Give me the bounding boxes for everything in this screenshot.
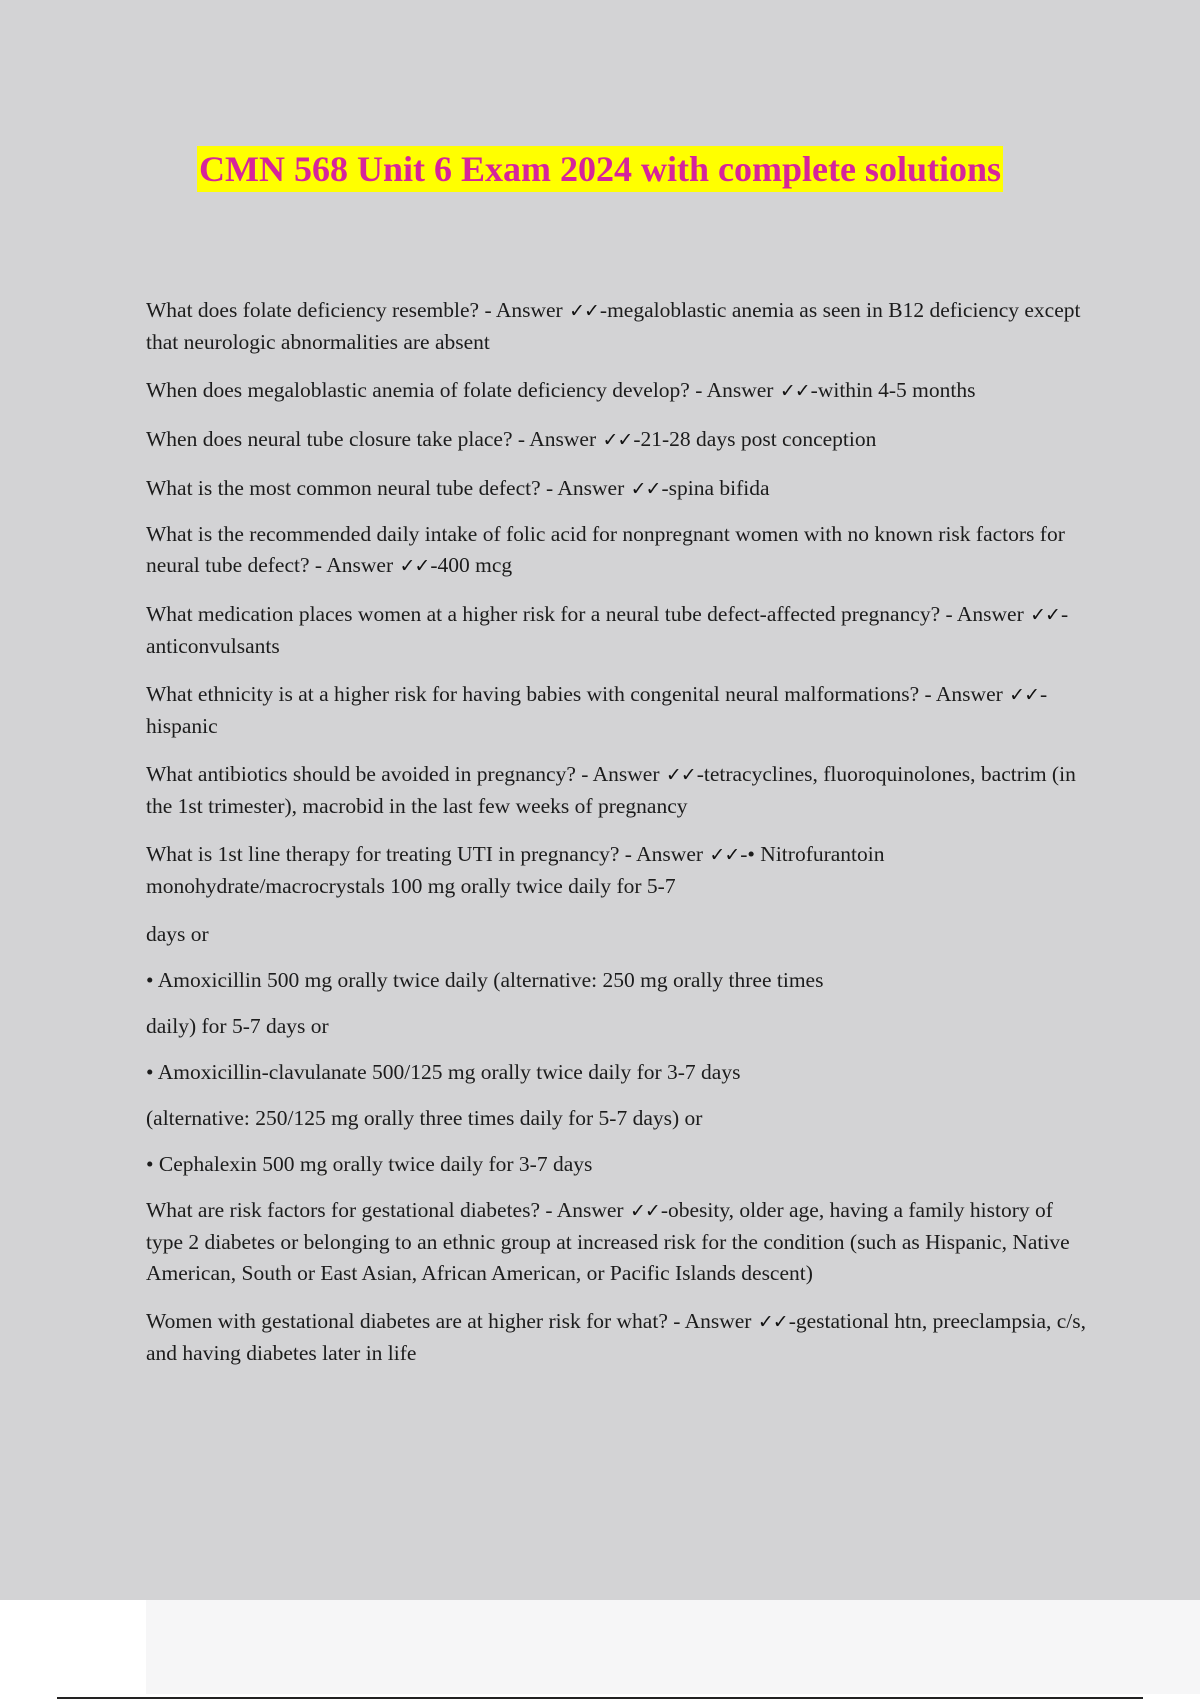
uti-continuation-line: • Amoxicillin-clavulanate 500/125 mg orally twice daily for 3-7 days bbox=[146, 1060, 741, 1084]
double-check-icon: ✓✓ bbox=[709, 844, 740, 866]
double-check-icon: ✓✓ bbox=[779, 380, 810, 402]
qa-item bbox=[146, 375, 1086, 407]
answer-label: Answer bbox=[556, 1198, 624, 1222]
answer-label: Answer bbox=[636, 842, 704, 866]
answer-label: Answer bbox=[557, 476, 625, 500]
uti-continuation-line: • Cephalexin 500 mg orally twice daily for 3-7 days bbox=[146, 1152, 593, 1176]
next-page-preview bbox=[146, 1600, 1200, 1694]
answer-text: -anticonvulsants bbox=[146, 602, 1069, 658]
qa-item bbox=[146, 424, 1086, 456]
answer-text: -• Nitrofurantoin monohydrate/macrocrystals 100 mg orally twice daily for 5-7 bbox=[146, 842, 885, 898]
double-check-icon: ✓✓ bbox=[630, 478, 661, 500]
page-divider bbox=[57, 1697, 1143, 1699]
answer-text: -megaloblastic anemia as seen in B12 deficiency except that neurologic abnormalities are absent bbox=[146, 298, 1081, 354]
qa-item bbox=[146, 1195, 1086, 1289]
answer-text: -obesity, older age, having a family history of type 2 diabetes or belonging to an ethnic group at increased risk for the condition (such as Hispanic, Native American, South or East Asian, African American, or Pacific Islands descent) bbox=[146, 1198, 1070, 1285]
question-text: When does megaloblastic anemia of folate deficiency develop? - bbox=[146, 378, 707, 402]
question-text: What does folate deficiency resemble? - bbox=[146, 298, 496, 322]
answer-text: -21-28 days post conception bbox=[633, 427, 877, 451]
qa-item bbox=[146, 1306, 1086, 1369]
double-check-icon: ✓✓ bbox=[399, 555, 430, 577]
qa-item bbox=[146, 839, 1086, 902]
answer-text: -gestational htn, preeclampsia, c/s, and having diabetes later in life bbox=[146, 1309, 1087, 1365]
answer-text: -within 4-5 months bbox=[810, 378, 976, 402]
answer-text: -hispanic bbox=[146, 682, 1048, 738]
qa-item bbox=[146, 473, 1086, 505]
question-text: What medication places women at a higher risk for a neural tube defect-affected pregnancy? - bbox=[146, 602, 957, 626]
uti-continuation-line: days or bbox=[146, 922, 209, 946]
document-title: CMN 568 Unit 6 Exam 2024 with complete solutions bbox=[197, 146, 1003, 192]
answer-label: Answer bbox=[495, 298, 563, 322]
double-check-icon: ✓✓ bbox=[757, 1311, 788, 1333]
uti-continuation-line: daily) for 5-7 days or bbox=[146, 1014, 329, 1038]
qa-item bbox=[146, 599, 1086, 662]
title-wrapper bbox=[0, 146, 1200, 192]
qa-item bbox=[146, 519, 1086, 582]
double-check-icon: ✓✓ bbox=[1030, 604, 1060, 626]
answer-label: Answer bbox=[935, 682, 1003, 706]
qa-item bbox=[146, 679, 1086, 742]
question-text: What ethnicity is at a higher risk for having babies with congenital neural malformations? - bbox=[146, 682, 936, 706]
answer-label: Answer bbox=[529, 427, 597, 451]
double-check-icon: ✓✓ bbox=[629, 1200, 660, 1222]
question-text: What is 1st line therapy for treating UTI in pregnancy? - bbox=[146, 842, 637, 866]
question-text: What antibiotics should be avoided in pregnancy? - bbox=[146, 762, 593, 786]
double-check-icon: ✓✓ bbox=[602, 429, 633, 451]
uti-continuation-line: (alternative: 250/125 mg orally three times daily for 5-7 days) or bbox=[146, 1106, 703, 1130]
answer-text: -spina bifida bbox=[661, 476, 770, 500]
question-text: What is the most common neural tube defect? - bbox=[146, 476, 558, 500]
qa-item bbox=[146, 759, 1086, 822]
question-text: What is the recommended daily intake of folic acid for nonpregnant women with no known risk factors for neural tube defect? - bbox=[146, 522, 1065, 577]
answer-text: -tetracyclines, fluoroquinolones, bactrim (in the 1st trimester), macrobid in the last few weeks of pregnancy bbox=[146, 762, 1076, 818]
answer-label: Answer bbox=[592, 762, 660, 786]
qa-content bbox=[146, 295, 1086, 1386]
question-text: What are risk factors for gestational diabetes? - bbox=[146, 1198, 557, 1222]
answer-label: Answer bbox=[326, 553, 394, 577]
uti-continuation-line: • Amoxicillin 500 mg orally twice daily (alternative: 250 mg orally three times bbox=[146, 968, 824, 992]
answer-label: Answer bbox=[956, 602, 1024, 626]
qa-item bbox=[146, 295, 1086, 358]
answer-text: -400 mcg bbox=[430, 553, 513, 577]
answer-label: Answer bbox=[684, 1309, 752, 1333]
question-text: When does neural tube closure take place? - bbox=[146, 427, 530, 451]
answer-label: Answer bbox=[706, 378, 774, 402]
question-text: Women with gestational diabetes are at higher risk for what? - bbox=[146, 1309, 685, 1333]
double-check-icon: ✓✓ bbox=[665, 764, 696, 786]
double-check-icon: ✓✓ bbox=[569, 300, 599, 322]
double-check-icon: ✓✓ bbox=[1009, 684, 1039, 706]
